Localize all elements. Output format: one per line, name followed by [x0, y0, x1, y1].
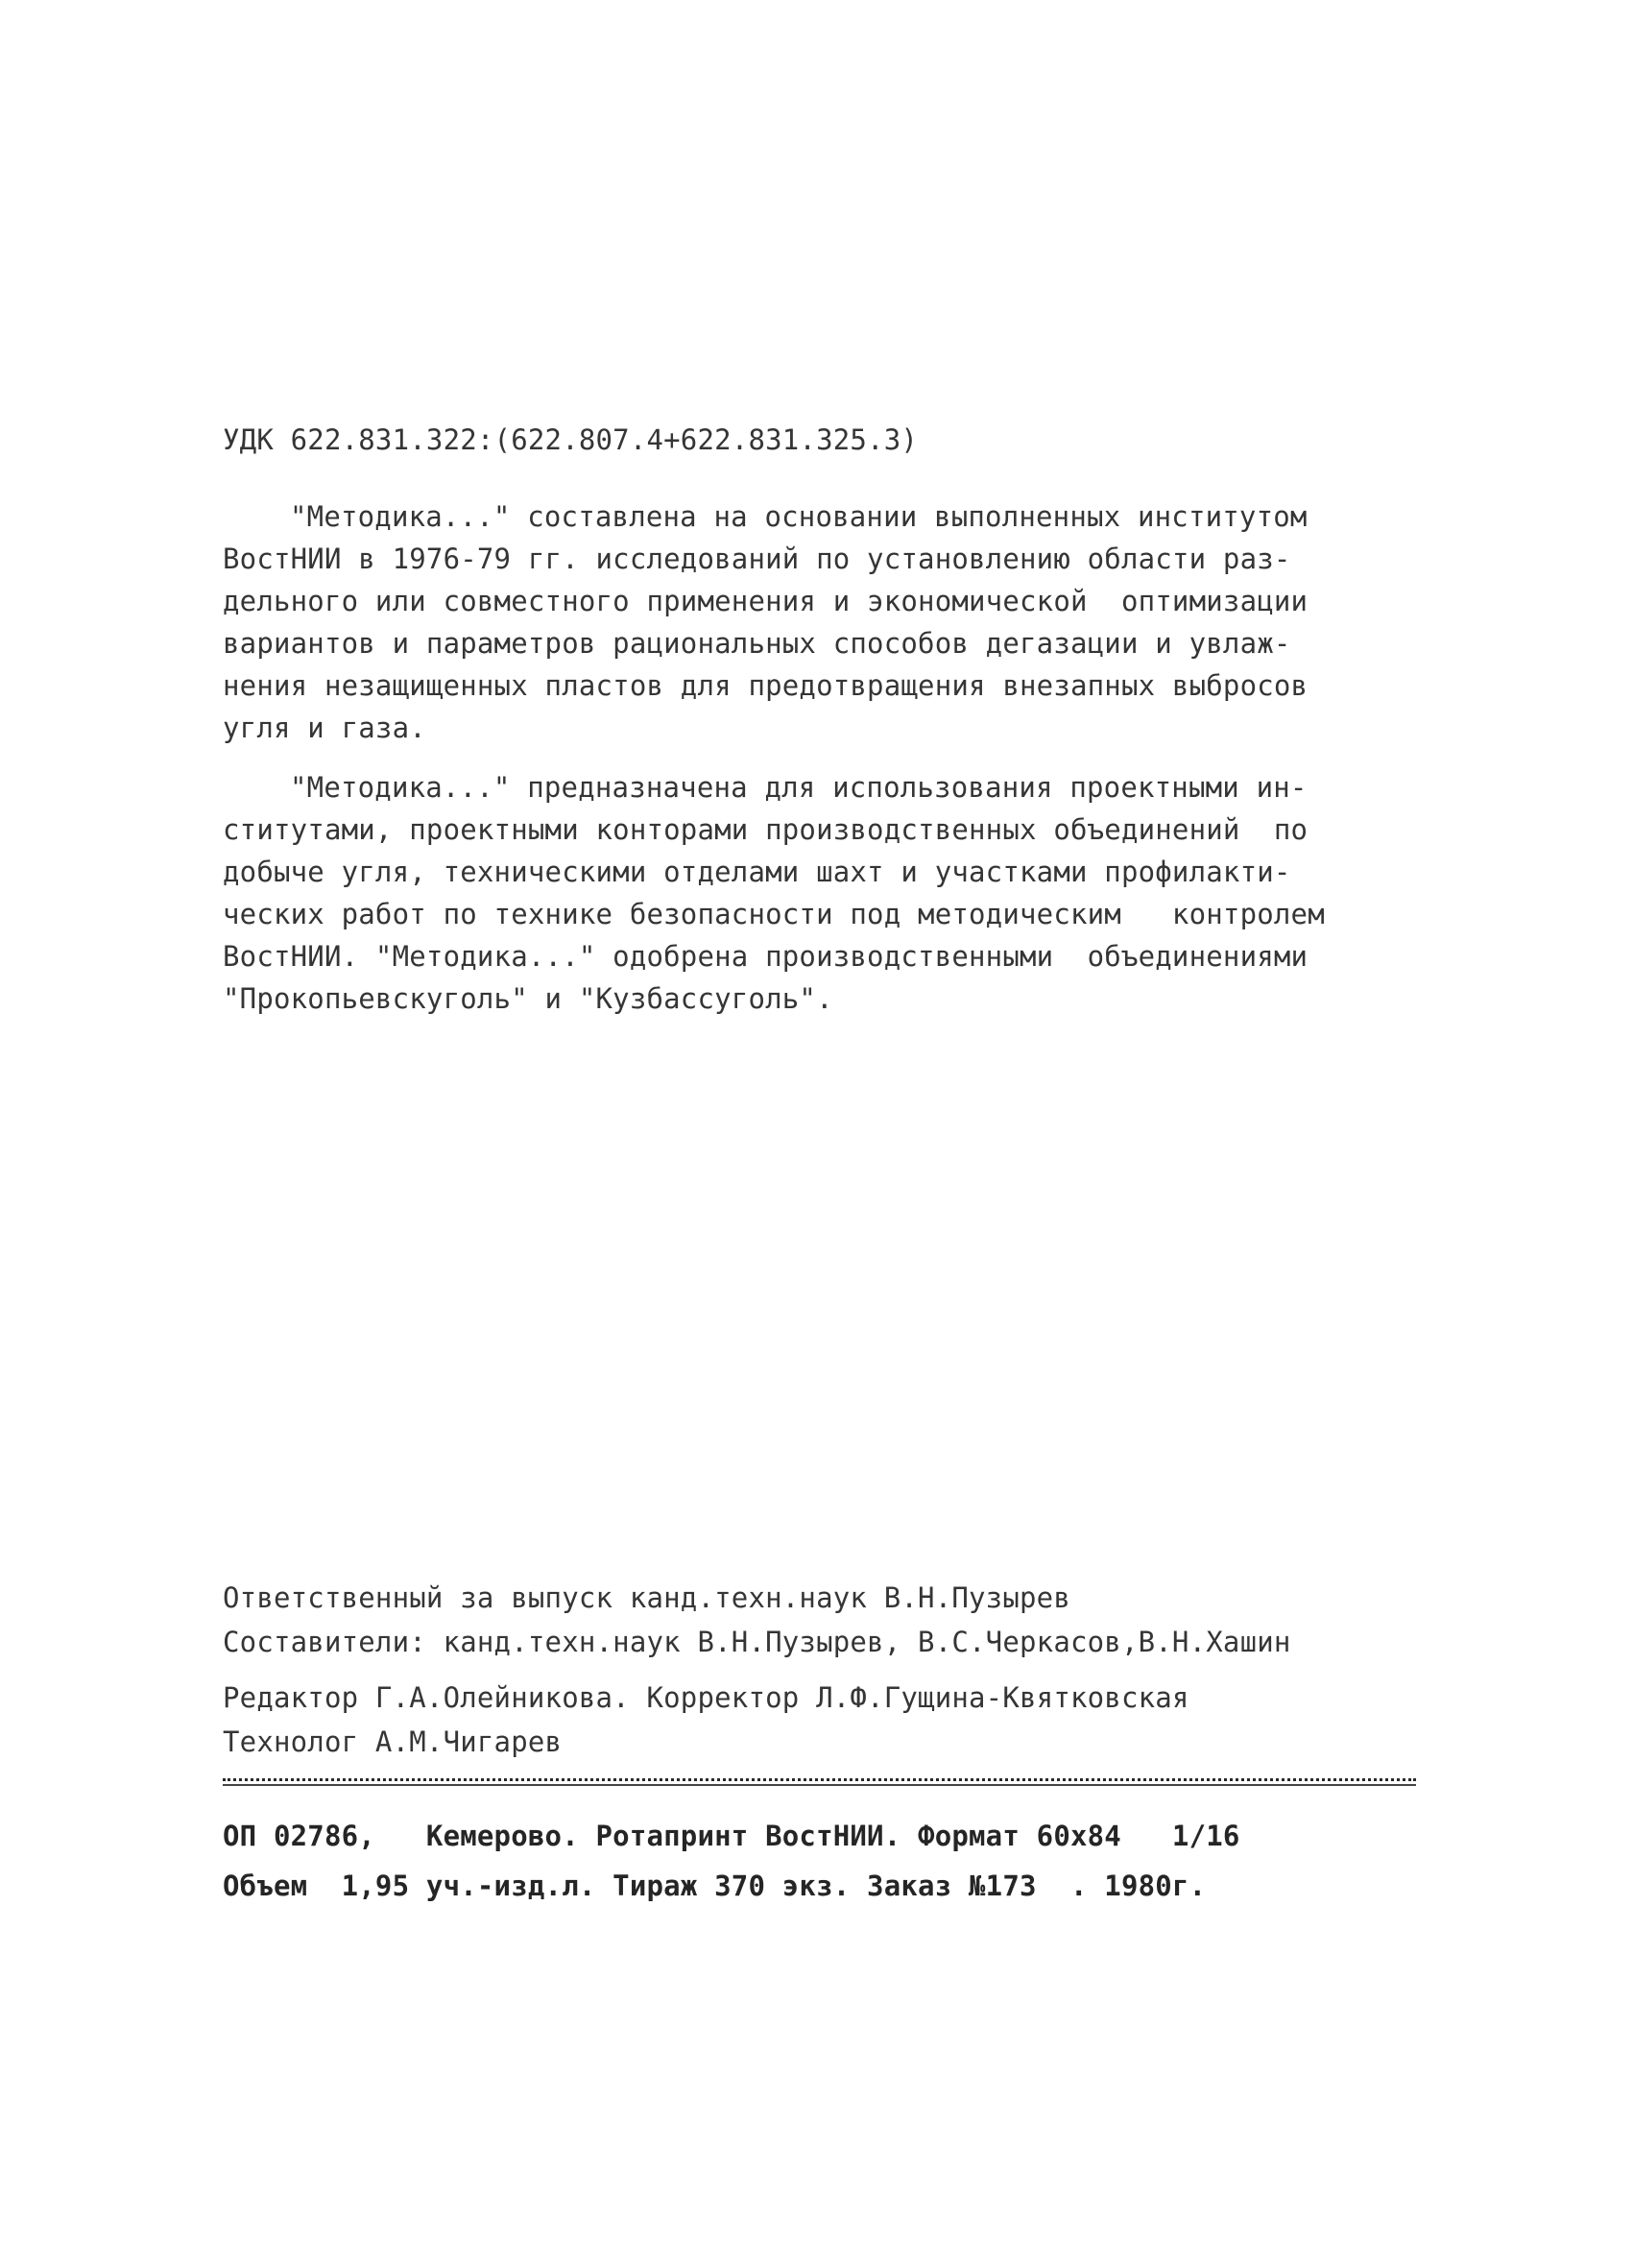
abstract-line: "Прокопьевскуголь" и "Кузбассуголь". — [223, 982, 833, 1015]
abstract-line: добыче угля, техническими отделами шахт и участками профилакти- — [223, 856, 1291, 888]
udk-code: УДК 622.831.322:(622.807.4+622.831.325.3) — [223, 423, 919, 456]
imprint-line: Объем 1,95 уч.-изд.л. Тираж 370 экз. Заказ №173 . 1980г. — [223, 1870, 1207, 1902]
technologist: Технолог А.М.Чигарев — [223, 1725, 563, 1758]
separator-rule — [223, 1778, 1416, 1781]
abstract-line: ВостНИИ в 1976-79 гг. исследований по установлению области раз- — [223, 543, 1291, 575]
abstract-line: дельного или совместного применения и экономической оптимизации — [223, 585, 1309, 617]
abstract-line: ческих работ по технике безопасности под методическим контролем — [223, 898, 1325, 930]
abstract-line: ВостНИИ. "Методика..." одобрена производственными объединениями — [223, 940, 1309, 973]
abstract-line: "Методика..." составлена на основании выполненных институтом — [290, 500, 1308, 533]
abstract-line: угля и газа. — [223, 712, 426, 744]
abstract-line: ститутами, проектными конторами производственных объединений по — [223, 813, 1309, 846]
responsible-for-release: Ответственный за выпуск канд.техн.наук В.Н.Пузырев — [223, 1581, 1070, 1614]
editor-corrector: Редактор Г.А.Олейникова. Корректор Л.Ф.Гущина-Квятковская — [223, 1681, 1189, 1714]
abstract-line: вариантов и параметров рациональных способов дегазации и увлаж- — [223, 627, 1291, 660]
compilers: Составители: канд.техн.наук В.Н.Пузырев, В.С.Черкасов,В.Н.Хашин — [223, 1626, 1291, 1658]
abstract-line: нения незащищенных пластов для предотвращения внезапных выбросов — [223, 669, 1309, 702]
separator-rule — [223, 1784, 1416, 1786]
imprint-line: ОП 02786, Кемерово. Ротапринт ВостНИИ. Формат 60х84 1/16 — [223, 1820, 1240, 1852]
abstract-line: "Методика..." предназначена для использования проектными ин- — [290, 771, 1308, 804]
